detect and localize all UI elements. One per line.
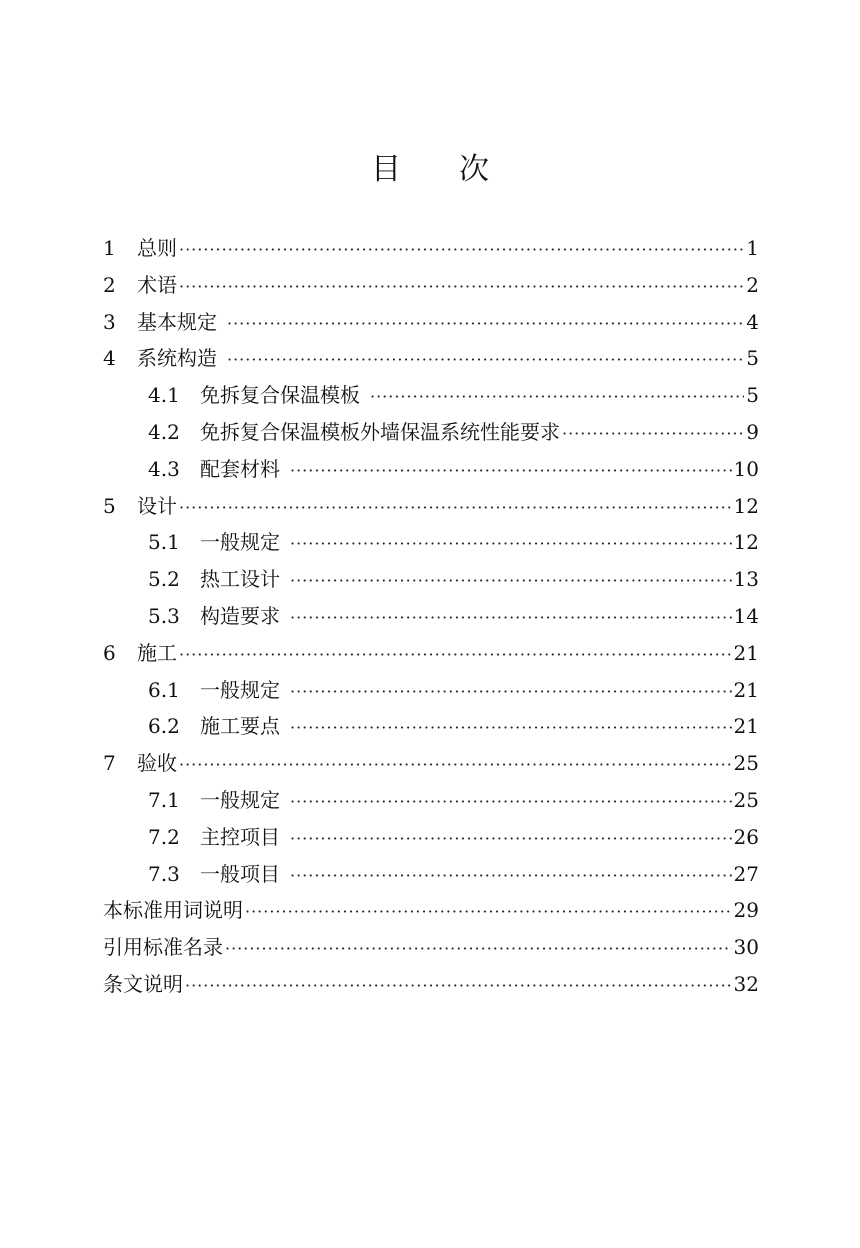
toc-dot-leader xyxy=(290,821,732,858)
toc-entry-page: 9 xyxy=(746,419,759,444)
toc-entry[interactable] xyxy=(103,414,759,451)
toc-entry[interactable] xyxy=(103,672,759,709)
toc-entry-number: 6.1 xyxy=(148,677,180,702)
toc-entry-number: 5.3 xyxy=(148,603,180,628)
toc-entry-page: 21 xyxy=(733,714,759,739)
toc-entry-number: 5.2 xyxy=(148,567,180,592)
toc-entry[interactable] xyxy=(103,561,759,598)
toc-entry[interactable] xyxy=(103,451,759,488)
table-of-contents xyxy=(103,230,759,1003)
toc-entry-label: 条文说明 xyxy=(103,971,183,996)
toc-entry-page: 12 xyxy=(733,493,759,518)
toc-entry[interactable] xyxy=(103,708,759,745)
toc-entry-number: 4.3 xyxy=(148,456,180,481)
toc-dot-leader xyxy=(227,306,744,343)
toc-dot-leader xyxy=(290,453,732,490)
toc-dot-leader xyxy=(179,269,744,306)
toc-entry-label: 施工 xyxy=(137,640,177,665)
toc-entry-page: 27 xyxy=(733,861,759,886)
toc-dot-leader xyxy=(290,710,732,747)
toc-entry[interactable] xyxy=(103,524,759,561)
toc-dot-leader xyxy=(562,416,744,453)
toc-entry-page: 21 xyxy=(733,677,759,702)
toc-entry[interactable] xyxy=(103,635,759,672)
toc-entry-page: 5 xyxy=(746,346,759,371)
toc-dot-leader xyxy=(179,232,744,269)
toc-entry[interactable] xyxy=(103,488,759,525)
toc-entry-number: 3 xyxy=(103,309,116,334)
toc-dot-leader xyxy=(290,858,732,895)
toc-entry-number: 7.2 xyxy=(148,824,180,849)
toc-dot-leader xyxy=(290,600,732,637)
toc-dot-leader xyxy=(227,342,744,379)
toc-entry-label: 总则 xyxy=(137,236,177,260)
toc-entry[interactable] xyxy=(103,230,759,267)
toc-dot-leader xyxy=(290,563,732,600)
toc-entry-label: 配套材料 xyxy=(200,456,280,481)
toc-entry-page: 5 xyxy=(746,383,759,408)
toc-entry-page: 21 xyxy=(733,640,759,665)
toc-dot-leader xyxy=(179,490,732,527)
toc-entry-page: 12 xyxy=(733,530,759,555)
toc-entry[interactable] xyxy=(103,340,759,377)
toc-entry-label: 构造要求 xyxy=(200,603,280,628)
toc-dot-leader xyxy=(245,894,732,931)
toc-entry[interactable] xyxy=(103,745,759,782)
toc-entry[interactable] xyxy=(103,966,759,1003)
toc-dot-leader xyxy=(370,379,744,416)
toc-entry-number: 4.2 xyxy=(148,419,180,444)
toc-entry-page: 29 xyxy=(733,898,759,923)
toc-entry-page: 30 xyxy=(733,935,759,960)
toc-entry-page: 32 xyxy=(733,971,759,996)
toc-entry-label: 一般项目 xyxy=(200,861,280,886)
toc-entry-number: 2 xyxy=(103,272,116,297)
toc-entry[interactable] xyxy=(103,598,759,635)
toc-dot-leader xyxy=(185,968,732,1005)
toc-entry-page: 25 xyxy=(733,751,759,776)
toc-entry-number: 6 xyxy=(103,640,116,665)
title-char-1: 目 xyxy=(371,152,401,187)
toc-entry-label: 基本规定 xyxy=(137,309,217,334)
toc-dot-leader xyxy=(290,784,732,821)
toc-entry-label: 一般规定 xyxy=(200,787,280,812)
page-title xyxy=(0,150,860,190)
toc-entry-page: 26 xyxy=(733,824,759,849)
toc-dot-leader xyxy=(290,526,732,563)
toc-entry-label: 施工要点 xyxy=(200,714,280,739)
toc-entry[interactable] xyxy=(103,782,759,819)
toc-entry-page: 14 xyxy=(733,603,759,628)
toc-entry-number: 6.2 xyxy=(148,714,180,739)
toc-entry-page: 1 xyxy=(746,236,759,260)
toc-dot-leader xyxy=(290,674,732,711)
toc-entry-page: 10 xyxy=(733,456,759,481)
toc-dot-leader xyxy=(225,931,732,968)
toc-entry-number: 7.1 xyxy=(148,787,180,812)
toc-entry[interactable] xyxy=(103,377,759,414)
toc-entry-page: 13 xyxy=(733,567,759,592)
toc-entry-number: 7.3 xyxy=(148,861,180,886)
toc-entry-page: 4 xyxy=(746,309,759,334)
toc-entry-page: 25 xyxy=(733,787,759,812)
toc-entry[interactable] xyxy=(103,892,759,929)
toc-entry-number: 5.1 xyxy=(148,530,180,555)
toc-entry-label: 术语 xyxy=(137,272,177,297)
toc-entry[interactable] xyxy=(103,304,759,341)
toc-entry-label: 一般规定 xyxy=(200,677,280,702)
toc-entry-label: 主控项目 xyxy=(200,824,280,849)
toc-dot-leader xyxy=(179,637,732,674)
title-char-2: 次 xyxy=(459,152,489,187)
toc-entry-number: 4.1 xyxy=(148,383,180,408)
toc-entry-page: 2 xyxy=(746,272,759,297)
toc-entry[interactable] xyxy=(103,856,759,893)
toc-entry-label: 热工设计 xyxy=(200,567,280,592)
toc-entry-number: 4 xyxy=(103,346,116,371)
toc-entry[interactable] xyxy=(103,267,759,304)
toc-entry-number: 7 xyxy=(103,751,116,776)
toc-entry-label: 验收 xyxy=(137,751,177,776)
toc-entry[interactable] xyxy=(103,819,759,856)
toc-entry-label: 免拆复合保温模板外墙保温系统性能要求 xyxy=(200,419,560,444)
toc-dot-leader xyxy=(179,747,732,784)
toc-entry-label: 免拆复合保温模板 xyxy=(200,383,360,408)
toc-entry-label: 设计 xyxy=(137,493,177,518)
toc-entry-label: 一般规定 xyxy=(200,530,280,555)
toc-entry-label: 引用标准名录 xyxy=(103,935,223,960)
toc-entry-number: 1 xyxy=(103,236,116,260)
toc-entry-number: 5 xyxy=(103,493,116,518)
toc-entry-label: 系统构造 xyxy=(137,346,217,371)
toc-entry-label: 本标准用词说明 xyxy=(103,898,243,923)
toc-entry[interactable] xyxy=(103,929,759,966)
